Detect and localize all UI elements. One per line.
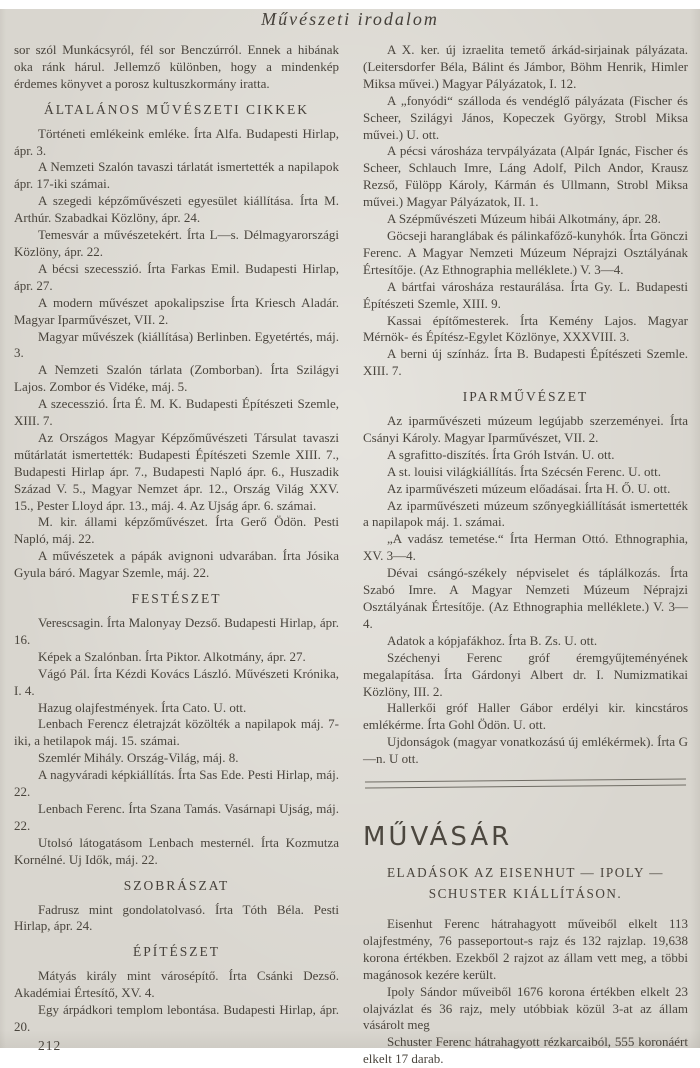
bibliography-entry: Eisenhut Ferenc hátrahagyott műveiből elkelt 113 olajfestmény, 76 passeportout-s rajz és 132 rajzlap. 19,638 korona értékben. Ezekből 2 rajzot az állam vett meg, a többi magánosok kezére került. [363,915,688,982]
bibliography-entry: Adatok a kópjafákhoz. Írta B. Zs. U. ott. [387,632,598,648]
bibliography-entry: A művészetek a pápák avignoni udvarában. Írta Jósika Gyula báró. Magyar Szemle, máj. 22. [14,548,339,581]
page-number: 212 [38,1037,62,1053]
bibliography-entry: Egy árpádkori templom lebontása. Budapesti Hirlap, ápr. 20. [14,1002,339,1034]
bibliography-entry: Az iparművészeti múzeum szőnyegkiállítását ismertették a napilapok máj. 1. számai. [363,497,688,530]
bibliography-entry: A modern művészet apokalipszise Írta Kriesch Aladár. Magyar Iparművészet, VII. 2. [14,294,339,327]
bibliography-entry: A bécsi szecesszió. Írta Farkas Emil. Budapesti Hirlap, ápr. 27. [14,260,339,293]
two-column-text-area [0,42,700,1068]
bibliography-entry: A st. louisi világkiállítás. Írta Szécsén Ferenc. U. ott. [387,463,662,479]
bibliography-entry: Vágó Pál. Írta Kézdi Kovács László. Művészeti Krónika, I. 4. [14,665,339,698]
bibliography-entry: sor szól Munkácsyról, fél sor Benczúrról. Ennek a hibának oka ránk hárul. Jellemző különben, hogy a mindenkép érdemes könyvet a porosz kultuszkormány iratta. [14,42,339,91]
bibliography-entry: A „fonyódi“ szálloda és vendéglő pályázata (Fischer és Scheer, Szilágyi János, Kopeczek György, Strobl Miksa művei.) U. ott. [363,92,688,142]
bibliography-entry: A sgrafitto-diszítés. Írta Gróh István. U. ott. [387,446,615,462]
bibliography-entry: Lenbach Ferencz életrajzát közölték a napilapok máj. 7-iki, a hetilapok máj. 15. számai. [14,716,339,749]
bibliography-entry: Göcseji haranglábak és pálinkafőző-kunyhók. Írta Gönczi Ferenc. A Magyar Nemzeti Múzeum Néprajzi Osztályának Értesítője. (Az Ethnographia melléklete.) V. 3—4. [363,227,688,277]
bibliography-entry: Az iparművészeti múzeum előadásai. Írta H. Ő. U. ott. [387,480,671,496]
bibliography-entry: Kassai építőmesterek. Írta Kemény Lajos. Magyar Mérnök- és Építész-Egylet Közlönye, XXXVIII. 3. [363,312,688,345]
bibliography-entry: A X. ker. új izraelita temető árkád-sirjainak pályázata. (Leitersdorfer Béla, Bálint és Jámbor, Böhm Henrik, Himler Miksa művei.) Magyar Pályázatok, I. 12. [363,42,688,91]
bibliography-entry: Utolsó látogatásom Lenbach mesternél. Írta Kozmutza Kornélné. Uj Idők, máj. 22. [14,834,339,867]
bibliography-entry: Verescsagin. Írta Malonyay Dezső. Budapesti Hirlap, ápr. 16. [14,615,339,647]
muvasar-display-heading: MŰVÁSÁR [363,822,513,853]
bibliography-entry: Schuster Ferenc hátrahagyott rézkarcaiból, 555 koronáért elkelt 17 darab. [363,1034,688,1067]
bibliography-entry: A Nemzeti Szalón tárlata (Zomborban). Írta Szilágyi Lajos. Zombor és Vidéke, máj. 5. [14,362,339,395]
running-title: Művészeti irodalom [261,9,439,29]
bibliography-entry: A nagyváradi képkiállítás. Írta Sas Ede. Pesti Hirlap, máj. 22. [14,767,339,800]
bibliography-entry: „A vadász temetése.“ Írta Herman Ottó. Ethnographia, XV. 3—4. [363,531,688,564]
bibliography-entry: Az Országos Magyar Képzőművészeti Társulat tavaszi műtárlatát ismertették: Budapesti Építészeti Szemle XIII. 7., Budapesti Hirlap ápr. 7., Budapesti Napló ápr. 6., Huszadik Század V. 5., Magyar Nemzet ápr. 12., Ország Világ XXV. 15., Pester Lloyd ápr. 13., máj. 4. Az Ujság ápr. 6. számai. [14,429,339,513]
bibliography-entry: Hallerkői gróf Haller Gábor erdélyi kir. kincstáros emlékérme. Írta Gohl Ödön. U. ott. [363,700,688,733]
right-column-blocks [363,42,688,1068]
bibliography-entry: A pécsi városháza tervpályázata (Alpár Ignác, Fischer és Scheer, Schlauch Imre, Láng Adolf, Pilch Andor, Krausz Rezső, Fülöpp Károly, Kármán és Ullmann, Strobl Miksa művei.) Magyar Pályázatok, II. 1. [363,143,688,210]
bibliography-entry: Mátyás király mint városépítő. Írta Csánki Dezső. Akadémiai Értesítő, XV. 4. [14,968,339,1001]
bibliography-entry: Történeti emlékeink emléke. Írta Alfa. Budapesti Hirlap, ápr. 3. [14,125,339,158]
bibliography-entry: Szemlér Mihály. Ország-Világ, máj. 8. [38,750,239,766]
scanned-journal-page [0,9,700,1067]
exhibition-subheading: ELADÁSOK AZ EISENHUT — IPOLY — SCHUSTER KIÁLLÍTÁSON. [386,864,664,901]
bibliography-entry: A szegedi képzőművészeti egyesület kiállítása. Írta M. Arthúr. Szabadkai Közlöny, ápr. 24. [14,193,339,226]
bibliography-entry: Magyar művészek (kiállítása) Berlinben. Egyetértés, máj. 3. [14,328,339,361]
left-column [14,42,339,1068]
section-heading: SZOBRÁSZAT [123,877,230,893]
section-heading: FESTÉSZET [131,591,222,607]
bibliography-entry: Lenbach Ferenc. Írta Szana Tamás. Vasárnapi Ujság, máj. 22. [14,800,339,833]
bibliography-entry: Ipoly Sándor műveiből 1676 korona értékben elkelt 23 olajvázlat és 36 rajz, mely utóbbiak közül 3-at az állam vásárolt meg [363,983,688,1033]
bibliography-entry: Az iparművészeti múzeum legújabb szerzeményei. Írta Csányi Károly. Magyar Iparművészet, VII. 2. [363,413,688,445]
left-column-blocks [14,42,339,1036]
bibliography-entry: Dévai csángó-székely népviselet és táplálkozás. Írta Szabó Imre. A Magyar Nemzeti Múzeum Néprajzi Osztályának Értesítője. (Az Ethnographia melléklete.) V. 3—4. [363,565,688,631]
bibliography-entry: Temesvár a művészetekért. Írta L—s. Délmagyarországi Közlöny, ápr. 22. [14,227,339,259]
bibliography-entry: A berni új színház. Írta B. Budapesti Építészeti Szemle. XIII. 7. [363,346,688,379]
bibliography-entry: A Szépművészeti Múzeum hibái Alkotmány, ápr. 28. [387,211,661,227]
bibliography-entry: A bártfai városháza restaurálása. Írta Gy. L. Budapesti Építészeti Szemle, XIII. 9. [363,278,688,311]
section-heading: ÉPÍTÉSZET [133,944,220,960]
bibliography-entry: Fadrusz mint gondolatolvasó. Írta Tóth Béla. Pesti Hirlap, ápr. 24. [14,901,339,934]
section-heading: ÁLTALÁNOS MŰVÉSZETI CIKKEK [44,101,309,117]
right-column [363,42,688,1068]
bibliography-entry: Hazug olajfestmények. Írta Cato. U. ott. [38,699,247,715]
double-rule-divider [365,779,686,789]
bibliography-entry: Széchenyi Ferenc gróf éremgyűjteményének megalapítása. Írta Gárdonyi Albert dr. I. Numizmatikai Közlöny, III. 2. [363,649,688,699]
bibliography-entry: A Nemzeti Szalón tavaszi tárlatát ismertették a napilapok ápr. 17-iki számai. [14,159,339,192]
section-heading: IPARMŰVÉSZET [462,389,589,405]
bibliography-entry: Képek a Szalónban. Írta Piktor. Alkotmány, ápr. 27. [38,648,306,664]
bibliography-entry: Ujdonságok (magyar vonatkozású új emlékérmek). Írta G—n. U ott. [363,734,688,767]
bibliography-entry: A szecesszió. Írta É. M. K. Budapesti Építészeti Szemle, XIII. 7. [14,396,339,429]
bibliography-entry: M. kir. állami képzőművészet. Írta Gerő Ödön. Pesti Napló, máj. 22. [14,514,339,547]
